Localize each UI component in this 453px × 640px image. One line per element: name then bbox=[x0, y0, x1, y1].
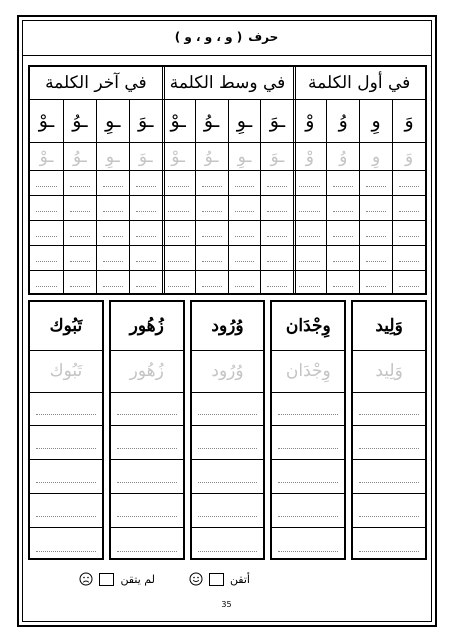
word-practice-row[interactable] bbox=[272, 426, 344, 460]
letter-cell: وُ bbox=[326, 100, 359, 142]
word-heading: زُهُور bbox=[111, 302, 183, 351]
practice-cell[interactable] bbox=[129, 170, 162, 195]
dotted-writing-line bbox=[103, 211, 123, 212]
dotted-writing-line bbox=[278, 482, 338, 483]
dotted-writing-line bbox=[399, 286, 419, 287]
dotted-writing-line bbox=[399, 186, 419, 187]
dotted-writing-line bbox=[36, 211, 57, 212]
practice-cell[interactable] bbox=[63, 245, 96, 270]
trace-cell: وَ bbox=[392, 142, 425, 170]
position-group-header: في آخر الكلمة bbox=[30, 67, 162, 100]
word-practice-row[interactable] bbox=[30, 528, 102, 562]
practice-cell[interactable] bbox=[228, 170, 261, 195]
dotted-writing-line bbox=[278, 414, 338, 415]
dotted-writing-line bbox=[198, 482, 258, 483]
dotted-writing-line bbox=[202, 211, 222, 212]
practice-cell[interactable] bbox=[30, 270, 63, 295]
word-trace: زُهُور bbox=[111, 350, 183, 393]
dotted-writing-line bbox=[333, 211, 353, 212]
mastered-checkbox[interactable] bbox=[209, 573, 224, 586]
dotted-writing-line bbox=[267, 236, 287, 237]
practice-cell[interactable] bbox=[326, 245, 359, 270]
dotted-writing-line bbox=[36, 551, 96, 552]
word-column bbox=[28, 300, 104, 560]
practice-cell[interactable] bbox=[129, 195, 162, 220]
dotted-writing-line bbox=[202, 286, 222, 287]
practice-cell[interactable] bbox=[326, 270, 359, 295]
practice-cell[interactable] bbox=[293, 220, 326, 245]
practice-cell[interactable] bbox=[63, 220, 96, 245]
word-practice-row[interactable] bbox=[353, 528, 425, 562]
practice-cell[interactable] bbox=[228, 245, 261, 270]
practice-cell[interactable] bbox=[359, 195, 392, 220]
word-practice-row[interactable] bbox=[30, 426, 102, 460]
word-practice-row[interactable] bbox=[192, 392, 264, 426]
dotted-writing-line bbox=[117, 482, 177, 483]
dotted-writing-line bbox=[36, 261, 57, 262]
word-practice-row[interactable] bbox=[353, 392, 425, 426]
practice-cell[interactable] bbox=[162, 195, 195, 220]
practice-cell[interactable] bbox=[96, 270, 129, 295]
dotted-writing-line bbox=[235, 236, 255, 237]
dotted-writing-line bbox=[198, 551, 258, 552]
dotted-writing-line bbox=[70, 236, 90, 237]
word-practice-row[interactable] bbox=[111, 494, 183, 528]
word-column bbox=[109, 300, 185, 560]
dotted-writing-line bbox=[198, 414, 258, 415]
dotted-writing-line bbox=[103, 186, 123, 187]
letter-cell: ـوْ bbox=[38, 110, 55, 132]
practice-cell[interactable] bbox=[162, 170, 195, 195]
practice-cell[interactable] bbox=[392, 170, 425, 195]
word-practice-row[interactable] bbox=[272, 494, 344, 528]
dotted-writing-line bbox=[168, 211, 189, 212]
dotted-writing-line bbox=[136, 186, 156, 187]
word-practice-row[interactable] bbox=[192, 426, 264, 460]
word-practice-row[interactable] bbox=[353, 460, 425, 494]
dotted-writing-line bbox=[333, 261, 353, 262]
practice-cell[interactable] bbox=[162, 220, 195, 245]
practice-cell[interactable] bbox=[195, 195, 228, 220]
word-column bbox=[351, 300, 427, 560]
practice-cell[interactable] bbox=[392, 245, 425, 270]
word-practice-row[interactable] bbox=[111, 460, 183, 494]
dotted-writing-line bbox=[202, 261, 222, 262]
not-mastered-checkbox[interactable] bbox=[99, 573, 114, 586]
dotted-writing-line bbox=[366, 211, 386, 212]
title-label: حرف bbox=[248, 30, 279, 44]
trace-cell: وُ bbox=[326, 142, 359, 170]
word-practice-row[interactable] bbox=[111, 392, 183, 426]
dotted-writing-line bbox=[299, 286, 320, 287]
word-trace: وِجْدَان bbox=[272, 350, 344, 393]
practice-cell[interactable] bbox=[260, 220, 293, 245]
practice-cell[interactable] bbox=[326, 195, 359, 220]
trace-cell: ـوَ bbox=[129, 142, 162, 170]
word-practice-row[interactable] bbox=[192, 528, 264, 562]
practice-cell[interactable] bbox=[129, 220, 162, 245]
word-column bbox=[190, 300, 266, 560]
title-letters: ( و ، و ، و ) bbox=[174, 30, 243, 44]
word-practice-row[interactable] bbox=[353, 426, 425, 460]
smiley-face-icon bbox=[189, 572, 203, 586]
dotted-writing-line bbox=[117, 448, 177, 449]
letter-cell: ـوِ bbox=[96, 100, 129, 142]
practice-cell[interactable] bbox=[162, 245, 195, 270]
practice-cell[interactable] bbox=[359, 220, 392, 245]
dotted-writing-line bbox=[267, 286, 287, 287]
dotted-writing-line bbox=[235, 286, 255, 287]
word-practice-row[interactable] bbox=[272, 392, 344, 426]
practice-cell[interactable] bbox=[129, 270, 162, 295]
practice-cell[interactable] bbox=[260, 270, 293, 295]
trace-cell: ـوْ bbox=[162, 142, 195, 170]
dotted-writing-line bbox=[198, 448, 258, 449]
word-heading: وَلِيد bbox=[353, 302, 425, 351]
dotted-writing-line bbox=[235, 261, 255, 262]
dotted-writing-line bbox=[36, 414, 96, 415]
practice-cell[interactable] bbox=[96, 220, 129, 245]
dotted-writing-line bbox=[117, 551, 177, 552]
dotted-writing-line bbox=[36, 482, 96, 483]
word-practice-row[interactable] bbox=[111, 528, 183, 562]
practice-cell[interactable] bbox=[129, 245, 162, 270]
dotted-writing-line bbox=[399, 211, 419, 212]
dotted-writing-line bbox=[278, 551, 338, 552]
word-practice-row[interactable] bbox=[353, 494, 425, 528]
practice-cell[interactable] bbox=[195, 220, 228, 245]
dotted-writing-line bbox=[136, 211, 156, 212]
practice-cell[interactable] bbox=[162, 270, 195, 295]
practice-cell[interactable] bbox=[392, 220, 425, 245]
letter-cell: ـوْ bbox=[170, 110, 186, 132]
dotted-writing-line bbox=[103, 286, 123, 287]
practice-cell[interactable] bbox=[359, 245, 392, 270]
practice-cell[interactable] bbox=[260, 195, 293, 220]
worksheet-title bbox=[40, 26, 413, 48]
letter-cell: وَ bbox=[392, 100, 425, 142]
dotted-writing-line bbox=[333, 286, 353, 287]
practice-cell[interactable] bbox=[293, 195, 326, 220]
practice-cell[interactable] bbox=[195, 245, 228, 270]
dotted-writing-line bbox=[399, 261, 419, 262]
trace-cell: ـوِ bbox=[96, 142, 129, 170]
dotted-writing-line bbox=[198, 516, 258, 517]
letter-cell: ـوَ bbox=[260, 100, 293, 142]
position-group-header: في أول الكلمة bbox=[293, 67, 425, 100]
dotted-writing-line bbox=[359, 448, 419, 449]
word-heading: وِجْدَان bbox=[272, 302, 344, 351]
not-mastered-label: لم يتقن bbox=[120, 572, 155, 586]
word-heading: وُرُود bbox=[192, 302, 264, 351]
practice-cell[interactable] bbox=[30, 245, 63, 270]
dotted-writing-line bbox=[359, 414, 419, 415]
practice-cell[interactable] bbox=[195, 270, 228, 295]
dotted-writing-line bbox=[202, 236, 222, 237]
practice-cell[interactable] bbox=[359, 170, 392, 195]
dotted-writing-line bbox=[117, 414, 177, 415]
practice-cell[interactable] bbox=[195, 170, 228, 195]
practice-cell[interactable] bbox=[260, 170, 293, 195]
title-divider bbox=[22, 55, 432, 56]
dotted-writing-line bbox=[359, 482, 419, 483]
dotted-writing-line bbox=[136, 286, 156, 287]
dotted-writing-line bbox=[359, 551, 419, 552]
word-practice-row[interactable] bbox=[30, 392, 102, 426]
dotted-writing-line bbox=[267, 211, 287, 212]
word-trace: وَلِيد bbox=[353, 350, 425, 393]
page-number: 35 bbox=[221, 600, 232, 609]
dotted-writing-line bbox=[333, 186, 353, 187]
letter-positions-table bbox=[28, 65, 427, 295]
dotted-writing-line bbox=[103, 261, 123, 262]
dotted-writing-line bbox=[235, 186, 255, 187]
practice-cell[interactable] bbox=[30, 170, 63, 195]
practice-cell[interactable] bbox=[293, 245, 326, 270]
dotted-writing-line bbox=[36, 236, 57, 237]
mastered-label: أتقن bbox=[229, 572, 250, 586]
dotted-writing-line bbox=[70, 211, 90, 212]
trace-cell: ـوُ bbox=[195, 142, 228, 170]
letter-cell: ـوُ bbox=[63, 100, 96, 142]
practice-cell[interactable] bbox=[293, 270, 326, 295]
dotted-writing-line bbox=[278, 448, 338, 449]
practice-cell[interactable] bbox=[359, 270, 392, 295]
dotted-writing-line bbox=[117, 516, 177, 517]
trace-cell: ـوَ bbox=[260, 142, 293, 170]
dotted-writing-line bbox=[136, 261, 156, 262]
dotted-writing-line bbox=[267, 261, 287, 262]
word-practice-row[interactable] bbox=[192, 494, 264, 528]
letter-cell: وِ bbox=[359, 100, 392, 142]
dotted-writing-line bbox=[299, 211, 320, 212]
dotted-writing-line bbox=[136, 236, 156, 237]
practice-cell[interactable] bbox=[63, 170, 96, 195]
dotted-writing-line bbox=[103, 236, 123, 237]
practice-cell[interactable] bbox=[228, 195, 261, 220]
practice-cell[interactable] bbox=[228, 220, 261, 245]
dotted-writing-line bbox=[202, 186, 222, 187]
dotted-writing-line bbox=[399, 236, 419, 237]
dotted-writing-line bbox=[366, 236, 386, 237]
practice-cell[interactable] bbox=[326, 220, 359, 245]
words-table bbox=[28, 300, 427, 560]
trace-cell: وِ bbox=[359, 142, 392, 170]
practice-cell[interactable] bbox=[96, 170, 129, 195]
word-trace: تَبُوك bbox=[30, 350, 102, 393]
practice-cell[interactable] bbox=[293, 170, 326, 195]
word-practice-row[interactable] bbox=[272, 460, 344, 494]
dotted-writing-line bbox=[366, 186, 386, 187]
position-group-header: في وسط الكلمة bbox=[162, 67, 294, 100]
practice-cell[interactable] bbox=[260, 245, 293, 270]
dotted-writing-line bbox=[278, 516, 338, 517]
trace-cell: ـوْ bbox=[30, 142, 63, 170]
practice-cell[interactable] bbox=[30, 220, 63, 245]
practice-cell[interactable] bbox=[392, 195, 425, 220]
dotted-writing-line bbox=[333, 236, 353, 237]
practice-cell[interactable] bbox=[228, 270, 261, 295]
dotted-writing-line bbox=[359, 516, 419, 517]
practice-cell[interactable] bbox=[30, 195, 63, 220]
trace-cell: ـوُ bbox=[63, 142, 96, 170]
dotted-writing-line bbox=[168, 261, 189, 262]
letter-cell: وْ bbox=[305, 110, 315, 132]
dotted-writing-line bbox=[36, 516, 96, 517]
trace-cell: ـوِ bbox=[228, 142, 261, 170]
word-heading: تَبُوك bbox=[30, 302, 102, 351]
dotted-writing-line bbox=[366, 286, 386, 287]
dotted-writing-line bbox=[168, 236, 189, 237]
self-assessment bbox=[50, 568, 250, 590]
dotted-writing-line bbox=[168, 186, 189, 187]
word-trace: وُرُود bbox=[192, 350, 264, 393]
practice-cell[interactable] bbox=[96, 195, 129, 220]
dotted-writing-line bbox=[70, 286, 90, 287]
practice-cell[interactable] bbox=[63, 270, 96, 295]
sad-face-icon bbox=[79, 572, 93, 586]
dotted-writing-line bbox=[36, 448, 96, 449]
dotted-writing-line bbox=[366, 261, 386, 262]
practice-cell[interactable] bbox=[392, 270, 425, 295]
dotted-writing-line bbox=[168, 286, 189, 287]
dotted-writing-line bbox=[299, 236, 320, 237]
word-practice-row[interactable] bbox=[30, 460, 102, 494]
practice-cell[interactable] bbox=[63, 195, 96, 220]
practice-cell[interactable] bbox=[96, 245, 129, 270]
word-column bbox=[270, 300, 346, 560]
dotted-writing-line bbox=[299, 186, 320, 187]
word-practice-row[interactable] bbox=[30, 494, 102, 528]
dotted-writing-line bbox=[36, 186, 57, 187]
dotted-writing-line bbox=[36, 286, 57, 287]
letter-cell: ـوِ bbox=[228, 100, 261, 142]
dotted-writing-line bbox=[70, 261, 90, 262]
letter-cell: ـوَ bbox=[129, 100, 162, 142]
dotted-writing-line bbox=[70, 186, 90, 187]
word-practice-row[interactable] bbox=[192, 460, 264, 494]
trace-cell: وْ bbox=[293, 142, 326, 170]
dotted-writing-line bbox=[299, 261, 320, 262]
letter-cell: ـوُ bbox=[195, 100, 228, 142]
dotted-writing-line bbox=[267, 186, 287, 187]
practice-cell[interactable] bbox=[326, 170, 359, 195]
word-practice-row[interactable] bbox=[272, 528, 344, 562]
word-practice-row[interactable] bbox=[111, 426, 183, 460]
dotted-writing-line bbox=[235, 211, 255, 212]
